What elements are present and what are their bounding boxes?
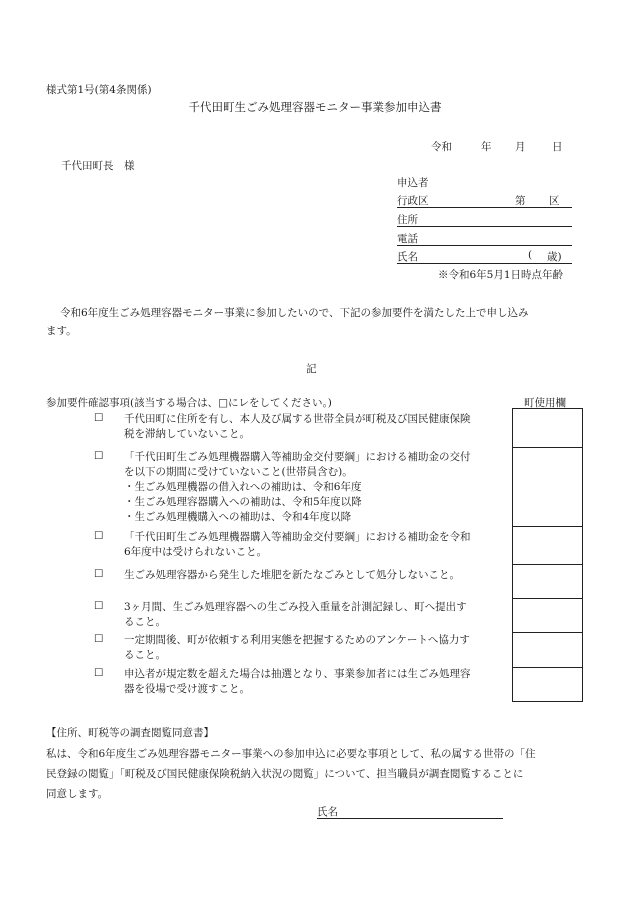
requirement-item bbox=[124, 633, 508, 663]
intro-line-1: 令和6年度生ごみ処理容器モニター事業に参加したいので、下記の参加要件を満たした上で申し込み bbox=[60, 307, 529, 319]
district-label: 行政区 bbox=[397, 195, 429, 207]
office-use-cell bbox=[513, 409, 582, 448]
office-use-table bbox=[512, 408, 583, 702]
requirement-item bbox=[124, 530, 508, 560]
requirement-line: 申込者が規定数を超えた場合は抽選となり、事業参加者には生ごみ処理容 bbox=[124, 668, 471, 680]
age-open: ( bbox=[528, 249, 533, 261]
phone-field[interactable] bbox=[397, 231, 572, 246]
applicant-heading: 申込者 bbox=[397, 177, 429, 189]
consent-name-field[interactable] bbox=[317, 804, 503, 819]
consent-heading: 【住所、町税等の調査閲覧同意書】 bbox=[46, 727, 214, 739]
requirement-checkbox[interactable]: ☐ bbox=[94, 412, 104, 424]
address-field[interactable] bbox=[397, 212, 572, 227]
requirement-line: ・生ごみ処理機購入への補助は、令和4年度以降 bbox=[124, 511, 352, 523]
age-note: ※令和6年5月1日時点年齢 bbox=[438, 269, 564, 281]
form-number: 様式第1号(第4条関係) bbox=[46, 84, 152, 96]
office-use-cell bbox=[513, 448, 582, 527]
office-use-cell bbox=[513, 633, 582, 668]
document-title-text: 千代田町生ごみ処理容器モニター事業参加申込書 bbox=[188, 100, 442, 114]
requirement-line: ること。 bbox=[124, 649, 166, 661]
addressee: 千代田町長 様 bbox=[61, 160, 135, 172]
requirement-line: ・生ごみ処理機器の借入れへの補助は、令和6年度 bbox=[124, 481, 362, 493]
district-field[interactable] bbox=[397, 193, 572, 208]
name-label: 氏名 bbox=[397, 251, 418, 263]
requirement-line: 「千代田町生ごみ処理機器購入等補助金交付要綱」における補助金の交付 bbox=[124, 451, 471, 463]
office-use-cell bbox=[513, 599, 582, 633]
address-label: 住所 bbox=[397, 214, 418, 226]
requirement-line: 一定期間後、町が依頼する利用実態を把握するためのアンケートへ協力す bbox=[124, 634, 470, 646]
name-field[interactable] bbox=[397, 249, 572, 264]
district-prefix: 第 bbox=[515, 195, 526, 207]
requirement-line: 千代田町に住所を有し、本人及び属する世帯全員が町税及び国民健康保険 bbox=[124, 413, 471, 425]
requirement-item bbox=[124, 450, 508, 525]
age-close: 歳) bbox=[547, 251, 562, 263]
requirement-line: 税を滞納していないこと。 bbox=[124, 428, 250, 440]
requirement-line: ・生ごみ処理容器購入への補助は、令和5年度以降 bbox=[124, 496, 362, 508]
consent-line-3: 同意します。 bbox=[46, 788, 109, 800]
requirement-line: 3ヶ月間、生ごみ処理容器への生ごみ投入重量を計測記録し、町へ提出す bbox=[124, 601, 467, 613]
requirement-item bbox=[124, 412, 508, 442]
office-use-cell bbox=[513, 668, 582, 701]
consent-name-label: 氏名 bbox=[317, 806, 338, 818]
ki-heading: 記 bbox=[306, 363, 317, 375]
requirement-line: 6年度中は受けられないこと。 bbox=[124, 546, 268, 558]
consent-line-1: 私は、令和6年度生ごみ処理容器モニター事業への参加申込に必要な事項として、私の属する世帯の「住 bbox=[46, 748, 536, 760]
date-day-label: 日 bbox=[552, 141, 563, 153]
district-suffix: 区 bbox=[549, 195, 560, 207]
requirement-line: を以下の期間に受けていないこと(世帯員含む)。 bbox=[124, 466, 353, 478]
requirement-checkbox[interactable]: ☐ bbox=[94, 530, 104, 542]
requirement-checkbox[interactable]: ☐ bbox=[94, 600, 104, 612]
office-use-cell bbox=[513, 527, 582, 565]
requirement-item bbox=[124, 667, 508, 697]
date-month-label: 月 bbox=[515, 141, 526, 153]
intro-line-2: ます。 bbox=[46, 325, 77, 337]
date-year-label: 年 bbox=[481, 141, 492, 153]
requirement-item bbox=[124, 600, 508, 630]
phone-label: 電話 bbox=[397, 233, 418, 245]
office-use-heading: 町使用欄 bbox=[524, 397, 566, 409]
document-title bbox=[0, 99, 630, 115]
consent-line-2: 民登録の閲覧」「町税及び国民健康保険税納入状況の閲覧」について、担当職員が調査閲覧することに bbox=[46, 768, 524, 780]
office-use-cell bbox=[513, 565, 582, 599]
requirement-line: 「千代田町生ごみ処理機器購入等補助金交付要綱」における補助金を令和 bbox=[124, 531, 471, 543]
requirement-line: 器を役場で受け渡すこと。 bbox=[124, 683, 250, 695]
requirement-item bbox=[124, 568, 508, 583]
requirements-heading: 参加要件確認事項(該当する場合は、□にレをしてください。) bbox=[46, 397, 332, 409]
requirement-line: 生ごみ処理容器から発生した堆肥を新たなごみとして処分しないこと。 bbox=[124, 569, 460, 581]
requirement-checkbox[interactable]: ☐ bbox=[94, 568, 104, 580]
requirement-checkbox[interactable]: ☐ bbox=[94, 667, 104, 679]
requirement-checkbox[interactable]: ☐ bbox=[94, 450, 104, 462]
requirement-checkbox[interactable]: ☐ bbox=[94, 633, 104, 645]
date-era: 令和 bbox=[431, 141, 452, 153]
requirement-line: ること。 bbox=[124, 616, 166, 628]
